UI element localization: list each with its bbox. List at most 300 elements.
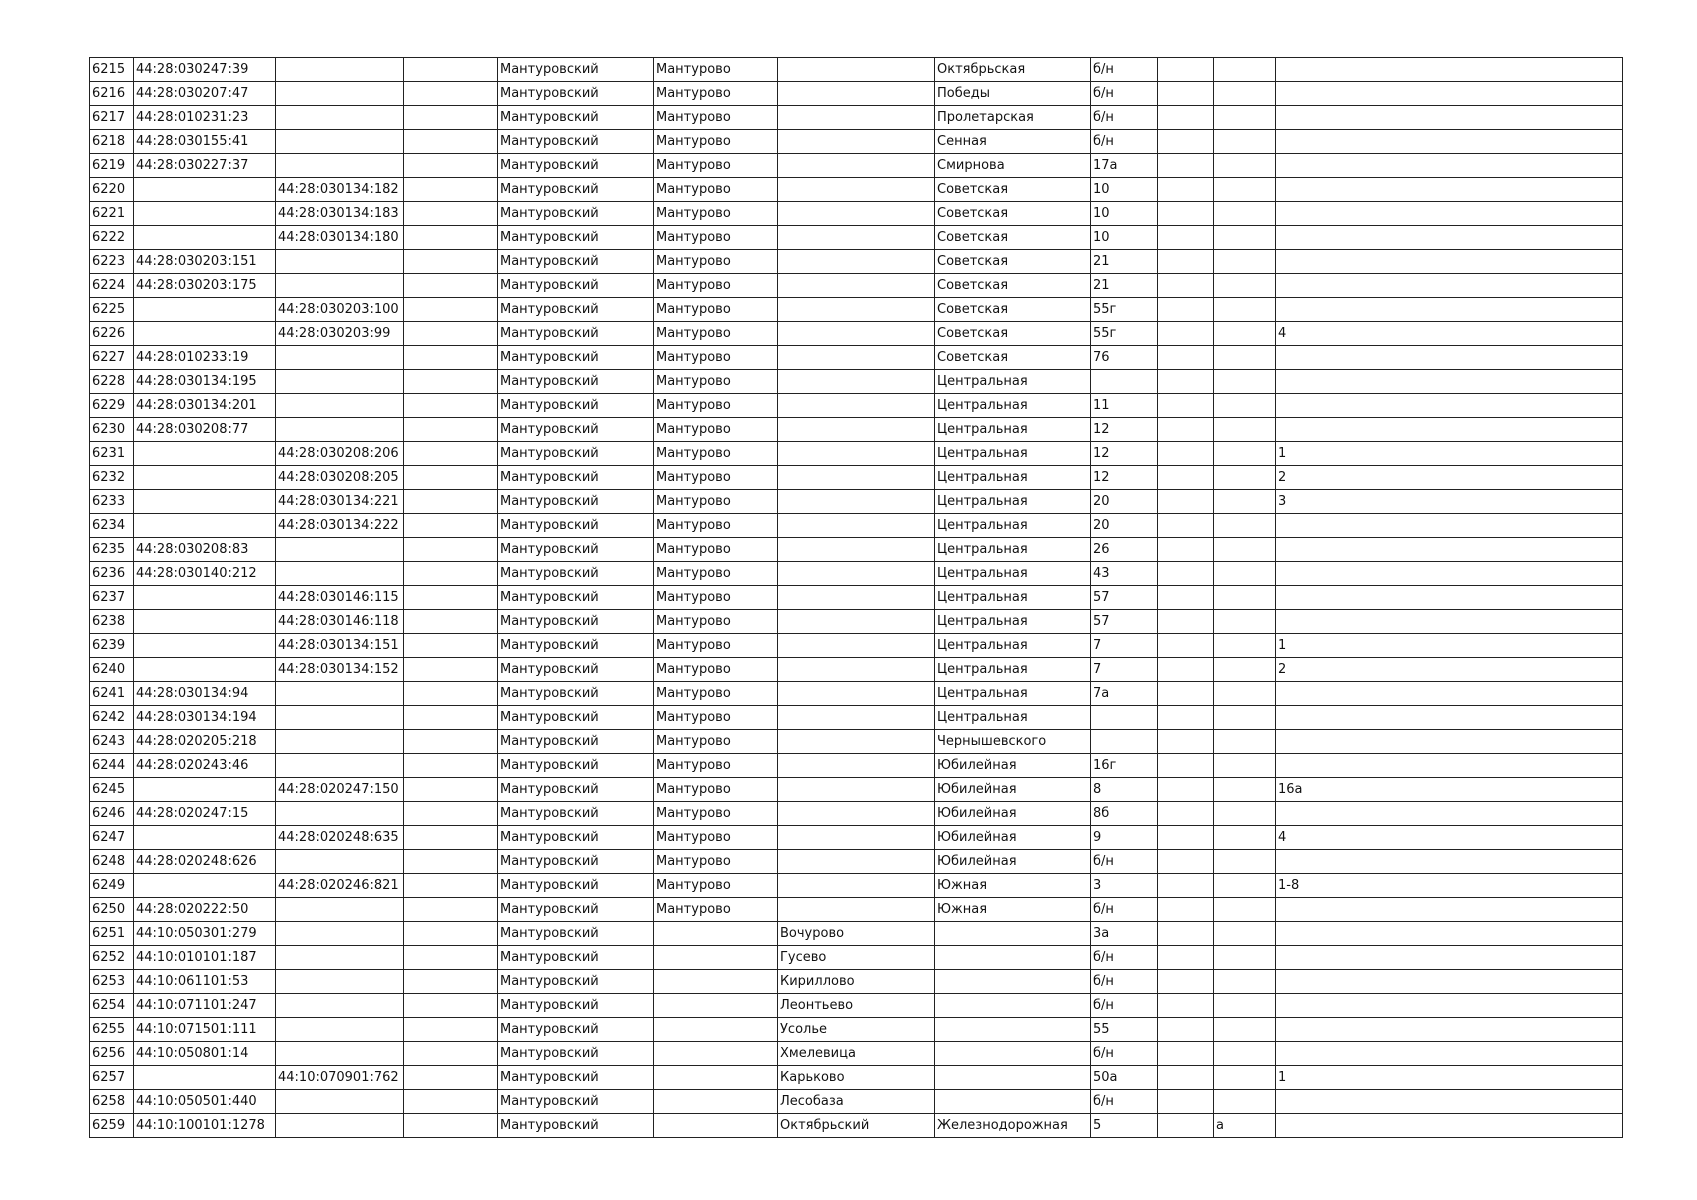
apartment-cell <box>1276 850 1623 874</box>
cadastral-number-cell: 44:10:100101:1278 <box>134 1114 276 1138</box>
building-cell <box>1158 1018 1214 1042</box>
apartment-cell: 16а <box>1276 778 1623 802</box>
blank-column-cell <box>404 514 498 538</box>
unit-cadastral-number-cell: 44:28:030208:206 <box>276 442 404 466</box>
house-number-cell: 3 <box>1091 874 1158 898</box>
row-number-cell: 6252 <box>90 946 134 970</box>
row-number-cell: 6229 <box>90 394 134 418</box>
table-row <box>90 250 1623 274</box>
cadastral-number-cell: 44:28:030134:194 <box>134 706 276 730</box>
city-cell: Мантурово <box>654 298 778 322</box>
row-number-cell: 6218 <box>90 130 134 154</box>
blank-column-cell <box>404 490 498 514</box>
building-cell <box>1158 106 1214 130</box>
unit-cadastral-number-cell: 44:28:020246:821 <box>276 874 404 898</box>
building-cell <box>1158 634 1214 658</box>
building-cell <box>1158 130 1214 154</box>
settlement-cell <box>778 706 935 730</box>
row-number-cell: 6222 <box>90 226 134 250</box>
blank-column-cell <box>404 682 498 706</box>
street-cell: Центральная <box>935 706 1091 730</box>
table-row <box>90 1066 1623 1090</box>
street-cell: Центральная <box>935 394 1091 418</box>
house-number-cell: 12 <box>1091 418 1158 442</box>
apartment-cell <box>1276 994 1623 1018</box>
cadastral-number-cell <box>134 466 276 490</box>
row-number-cell: 6224 <box>90 274 134 298</box>
cadastral-number-cell: 44:10:061101:53 <box>134 970 276 994</box>
building-cell <box>1158 1066 1214 1090</box>
unit-cadastral-number-cell <box>276 754 404 778</box>
cadastral-number-cell: 44:10:050301:279 <box>134 922 276 946</box>
table-row <box>90 802 1623 826</box>
building-cell <box>1158 82 1214 106</box>
table-row <box>90 154 1623 178</box>
apartment-cell <box>1276 898 1623 922</box>
street-cell: Центральная <box>935 370 1091 394</box>
letter-cell <box>1214 370 1276 394</box>
letter-cell <box>1214 1090 1276 1114</box>
table-row <box>90 970 1623 994</box>
house-number-cell: б/н <box>1091 82 1158 106</box>
unit-cadastral-number-cell <box>276 562 404 586</box>
street-cell: Чернышевского <box>935 730 1091 754</box>
table-row <box>90 946 1623 970</box>
unit-cadastral-number-cell <box>276 946 404 970</box>
row-number-cell: 6228 <box>90 370 134 394</box>
blank-column-cell <box>404 58 498 82</box>
settlement-cell <box>778 274 935 298</box>
district-cell: Мантуровский <box>498 226 654 250</box>
letter-cell <box>1214 850 1276 874</box>
letter-cell <box>1214 874 1276 898</box>
table-row <box>90 418 1623 442</box>
table-row <box>90 778 1623 802</box>
row-number-cell: 6227 <box>90 346 134 370</box>
building-cell <box>1158 274 1214 298</box>
city-cell: Мантурово <box>654 682 778 706</box>
cadastral-number-cell: 44:10:071501:111 <box>134 1018 276 1042</box>
street-cell <box>935 1090 1091 1114</box>
street-cell: Советская <box>935 322 1091 346</box>
building-cell <box>1158 346 1214 370</box>
cadastral-number-cell: 44:28:020222:50 <box>134 898 276 922</box>
building-cell <box>1158 970 1214 994</box>
street-cell: Южная <box>935 898 1091 922</box>
letter-cell <box>1214 178 1276 202</box>
letter-cell <box>1214 754 1276 778</box>
district-cell: Мантуровский <box>498 682 654 706</box>
unit-cadastral-number-cell <box>276 538 404 562</box>
letter-cell <box>1214 346 1276 370</box>
district-cell: Мантуровский <box>498 754 654 778</box>
district-cell: Мантуровский <box>498 346 654 370</box>
row-number-cell: 6241 <box>90 682 134 706</box>
street-cell: Юбилейная <box>935 826 1091 850</box>
house-number-cell <box>1091 370 1158 394</box>
street-cell: Центральная <box>935 466 1091 490</box>
cadastral-number-cell: 44:10:050801:14 <box>134 1042 276 1066</box>
street-cell: Центральная <box>935 562 1091 586</box>
apartment-cell <box>1276 922 1623 946</box>
row-number-cell: 6251 <box>90 922 134 946</box>
district-cell: Мантуровский <box>498 970 654 994</box>
row-number-cell: 6233 <box>90 490 134 514</box>
settlement-cell <box>778 514 935 538</box>
letter-cell <box>1214 298 1276 322</box>
apartment-cell <box>1276 730 1623 754</box>
letter-cell <box>1214 82 1276 106</box>
building-cell <box>1158 370 1214 394</box>
house-number-cell: 21 <box>1091 250 1158 274</box>
city-cell <box>654 1018 778 1042</box>
row-number-cell: 6225 <box>90 298 134 322</box>
district-cell: Мантуровский <box>498 442 654 466</box>
building-cell <box>1158 682 1214 706</box>
building-cell <box>1158 58 1214 82</box>
letter-cell <box>1214 1042 1276 1066</box>
letter-cell <box>1214 514 1276 538</box>
street-cell <box>935 922 1091 946</box>
house-number-cell: 9 <box>1091 826 1158 850</box>
row-number-cell: 6242 <box>90 706 134 730</box>
building-cell <box>1158 418 1214 442</box>
cadastral-number-cell: 44:28:020243:46 <box>134 754 276 778</box>
row-number-cell: 6255 <box>90 1018 134 1042</box>
table-row <box>90 826 1623 850</box>
apartment-cell <box>1276 970 1623 994</box>
city-cell: Мантурово <box>654 178 778 202</box>
cadastral-number-cell <box>134 634 276 658</box>
house-number-cell: 50а <box>1091 1066 1158 1090</box>
street-cell: Центральная <box>935 538 1091 562</box>
district-cell: Мантуровский <box>498 874 654 898</box>
table-row <box>90 82 1623 106</box>
unit-cadastral-number-cell <box>276 730 404 754</box>
letter-cell <box>1214 394 1276 418</box>
street-cell <box>935 994 1091 1018</box>
row-number-cell: 6247 <box>90 826 134 850</box>
blank-column-cell <box>404 130 498 154</box>
street-cell: Центральная <box>935 418 1091 442</box>
unit-cadastral-number-cell <box>276 1090 404 1114</box>
blank-column-cell <box>404 538 498 562</box>
table-row <box>90 1018 1623 1042</box>
building-cell <box>1158 1090 1214 1114</box>
settlement-cell <box>778 634 935 658</box>
cadastral-number-cell <box>134 826 276 850</box>
letter-cell <box>1214 946 1276 970</box>
table-row <box>90 1114 1623 1138</box>
settlement-cell <box>778 730 935 754</box>
table-row <box>90 850 1623 874</box>
settlement-cell: Карьково <box>778 1066 935 1090</box>
letter-cell <box>1214 634 1276 658</box>
blank-column-cell <box>404 754 498 778</box>
settlement-cell <box>778 298 935 322</box>
cadastral-number-cell <box>134 610 276 634</box>
table-row <box>90 370 1623 394</box>
house-number-cell: 10 <box>1091 226 1158 250</box>
settlement-cell <box>778 442 935 466</box>
district-cell: Мантуровский <box>498 202 654 226</box>
street-cell: Юбилейная <box>935 802 1091 826</box>
row-number-cell: 6231 <box>90 442 134 466</box>
city-cell <box>654 946 778 970</box>
blank-column-cell <box>404 202 498 226</box>
building-cell <box>1158 802 1214 826</box>
district-cell: Мантуровский <box>498 538 654 562</box>
letter-cell <box>1214 154 1276 178</box>
blank-column-cell <box>404 586 498 610</box>
settlement-cell <box>778 82 935 106</box>
city-cell: Мантурово <box>654 202 778 226</box>
cadastral-number-cell <box>134 178 276 202</box>
street-cell: Юбилейная <box>935 778 1091 802</box>
unit-cadastral-number-cell: 44:28:030134:183 <box>276 202 404 226</box>
blank-column-cell <box>404 1066 498 1090</box>
blank-column-cell <box>404 1114 498 1138</box>
apartment-cell: 4 <box>1276 322 1623 346</box>
blank-column-cell <box>404 730 498 754</box>
row-number-cell: 6234 <box>90 514 134 538</box>
blank-column-cell <box>404 778 498 802</box>
street-cell: Советская <box>935 202 1091 226</box>
street-cell: Центральная <box>935 490 1091 514</box>
settlement-cell <box>778 106 935 130</box>
building-cell <box>1158 586 1214 610</box>
street-cell: Советская <box>935 274 1091 298</box>
blank-column-cell <box>404 466 498 490</box>
cadastral-number-cell: 44:28:030208:83 <box>134 538 276 562</box>
city-cell: Мантурово <box>654 778 778 802</box>
city-cell: Мантурово <box>654 394 778 418</box>
apartment-cell <box>1276 1090 1623 1114</box>
house-number-cell: 57 <box>1091 586 1158 610</box>
letter-cell <box>1214 898 1276 922</box>
settlement-cell <box>778 538 935 562</box>
row-number-cell: 6253 <box>90 970 134 994</box>
cadastral-number-cell <box>134 298 276 322</box>
house-number-cell: 26 <box>1091 538 1158 562</box>
table-row <box>90 1042 1623 1066</box>
apartment-cell <box>1276 538 1623 562</box>
building-cell <box>1158 850 1214 874</box>
row-number-cell: 6257 <box>90 1066 134 1090</box>
building-cell <box>1158 154 1214 178</box>
city-cell: Мантурово <box>654 106 778 130</box>
unit-cadastral-number-cell <box>276 1114 404 1138</box>
letter-cell <box>1214 802 1276 826</box>
street-cell: Центральная <box>935 658 1091 682</box>
blank-column-cell <box>404 634 498 658</box>
unit-cadastral-number-cell: 44:28:030203:99 <box>276 322 404 346</box>
apartment-cell <box>1276 754 1623 778</box>
house-number-cell: 7а <box>1091 682 1158 706</box>
settlement-cell <box>778 898 935 922</box>
blank-column-cell <box>404 874 498 898</box>
house-number-cell: 43 <box>1091 562 1158 586</box>
cadastral-number-cell: 44:28:030140:212 <box>134 562 276 586</box>
blank-column-cell <box>404 250 498 274</box>
cadastral-number-cell <box>134 778 276 802</box>
table-row <box>90 178 1623 202</box>
house-number-cell: 3а <box>1091 922 1158 946</box>
unit-cadastral-number-cell <box>276 1042 404 1066</box>
table-row <box>90 658 1623 682</box>
house-number-cell: б/н <box>1091 1090 1158 1114</box>
district-cell: Мантуровский <box>498 586 654 610</box>
district-cell: Мантуровский <box>498 490 654 514</box>
letter-cell <box>1214 826 1276 850</box>
city-cell: Мантурово <box>654 634 778 658</box>
apartment-cell: 1 <box>1276 1066 1623 1090</box>
cadastral-number-cell <box>134 1066 276 1090</box>
house-number-cell: 20 <box>1091 514 1158 538</box>
street-cell: Южная <box>935 874 1091 898</box>
table-row <box>90 274 1623 298</box>
house-number-cell: б/н <box>1091 970 1158 994</box>
row-number-cell: 6237 <box>90 586 134 610</box>
street-cell: Юбилейная <box>935 754 1091 778</box>
apartment-cell <box>1276 1114 1623 1138</box>
building-cell <box>1158 730 1214 754</box>
table-row <box>90 994 1623 1018</box>
district-cell: Мантуровский <box>498 1114 654 1138</box>
street-cell: Пролетарская <box>935 106 1091 130</box>
unit-cadastral-number-cell: 44:28:020248:635 <box>276 826 404 850</box>
unit-cadastral-number-cell <box>276 154 404 178</box>
cadastral-number-cell <box>134 442 276 466</box>
apartment-cell: 1-8 <box>1276 874 1623 898</box>
building-cell <box>1158 394 1214 418</box>
table-row <box>90 394 1623 418</box>
settlement-cell <box>778 58 935 82</box>
apartment-cell <box>1276 946 1623 970</box>
unit-cadastral-number-cell <box>276 346 404 370</box>
city-cell: Мантурово <box>654 850 778 874</box>
unit-cadastral-number-cell <box>276 970 404 994</box>
street-cell <box>935 1066 1091 1090</box>
apartment-cell <box>1276 178 1623 202</box>
row-number-cell: 6220 <box>90 178 134 202</box>
settlement-cell <box>778 682 935 706</box>
house-number-cell: б/н <box>1091 1042 1158 1066</box>
unit-cadastral-number-cell <box>276 706 404 730</box>
blank-column-cell <box>404 418 498 442</box>
street-cell <box>935 946 1091 970</box>
street-cell: Советская <box>935 346 1091 370</box>
settlement-cell: Леонтьево <box>778 994 935 1018</box>
street-cell <box>935 970 1091 994</box>
blank-column-cell <box>404 346 498 370</box>
row-number-cell: 6248 <box>90 850 134 874</box>
street-cell: Октябрьская <box>935 58 1091 82</box>
street-cell: Смирнова <box>935 154 1091 178</box>
apartment-cell <box>1276 418 1623 442</box>
letter-cell <box>1214 58 1276 82</box>
row-number-cell: 6254 <box>90 994 134 1018</box>
apartment-cell <box>1276 586 1623 610</box>
district-cell: Мантуровский <box>498 82 654 106</box>
table-row <box>90 514 1623 538</box>
city-cell: Мантурово <box>654 442 778 466</box>
district-cell: Мантуровский <box>498 106 654 130</box>
settlement-cell: Лесобаза <box>778 1090 935 1114</box>
blank-column-cell <box>404 154 498 178</box>
settlement-cell <box>778 778 935 802</box>
blank-column-cell <box>404 322 498 346</box>
cadastral-number-cell <box>134 658 276 682</box>
city-cell: Мантурово <box>654 466 778 490</box>
letter-cell <box>1214 730 1276 754</box>
cadastral-number-cell: 44:28:030227:37 <box>134 154 276 178</box>
cadastral-number-cell: 44:28:030203:151 <box>134 250 276 274</box>
blank-column-cell <box>404 274 498 298</box>
cadastral-number-cell: 44:28:030208:77 <box>134 418 276 442</box>
house-number-cell: 55г <box>1091 298 1158 322</box>
district-cell: Мантуровский <box>498 394 654 418</box>
house-number-cell: 20 <box>1091 490 1158 514</box>
street-cell: Советская <box>935 298 1091 322</box>
house-number-cell: б/н <box>1091 58 1158 82</box>
blank-column-cell <box>404 394 498 418</box>
building-cell <box>1158 226 1214 250</box>
building-cell <box>1158 994 1214 1018</box>
city-cell: Мантурово <box>654 154 778 178</box>
apartment-cell <box>1276 802 1623 826</box>
apartment-cell <box>1276 394 1623 418</box>
city-cell: Мантурово <box>654 586 778 610</box>
building-cell <box>1158 658 1214 682</box>
city-cell: Мантурово <box>654 658 778 682</box>
house-number-cell: 17а <box>1091 154 1158 178</box>
cadastral-number-cell: 44:10:071101:247 <box>134 994 276 1018</box>
city-cell <box>654 1042 778 1066</box>
row-number-cell: 6244 <box>90 754 134 778</box>
settlement-cell: Гусево <box>778 946 935 970</box>
city-cell <box>654 1114 778 1138</box>
blank-column-cell <box>404 850 498 874</box>
district-cell: Мантуровский <box>498 1090 654 1114</box>
settlement-cell <box>778 370 935 394</box>
cadastral-number-cell <box>134 226 276 250</box>
city-cell: Мантурово <box>654 538 778 562</box>
district-cell: Мантуровский <box>498 298 654 322</box>
apartment-cell <box>1276 514 1623 538</box>
apartment-cell <box>1276 706 1623 730</box>
letter-cell <box>1214 562 1276 586</box>
house-number-cell: б/н <box>1091 898 1158 922</box>
settlement-cell <box>778 154 935 178</box>
letter-cell <box>1214 442 1276 466</box>
unit-cadastral-number-cell <box>276 922 404 946</box>
district-cell: Мантуровский <box>498 154 654 178</box>
unit-cadastral-number-cell <box>276 106 404 130</box>
district-cell: Мантуровский <box>498 562 654 586</box>
house-number-cell: 8б <box>1091 802 1158 826</box>
street-cell: Центральная <box>935 634 1091 658</box>
blank-column-cell <box>404 82 498 106</box>
settlement-cell <box>778 346 935 370</box>
settlement-cell <box>778 562 935 586</box>
house-number-cell: б/н <box>1091 946 1158 970</box>
unit-cadastral-number-cell <box>276 418 404 442</box>
table-row <box>90 874 1623 898</box>
unit-cadastral-number-cell <box>276 802 404 826</box>
building-cell <box>1158 538 1214 562</box>
apartment-cell <box>1276 274 1623 298</box>
